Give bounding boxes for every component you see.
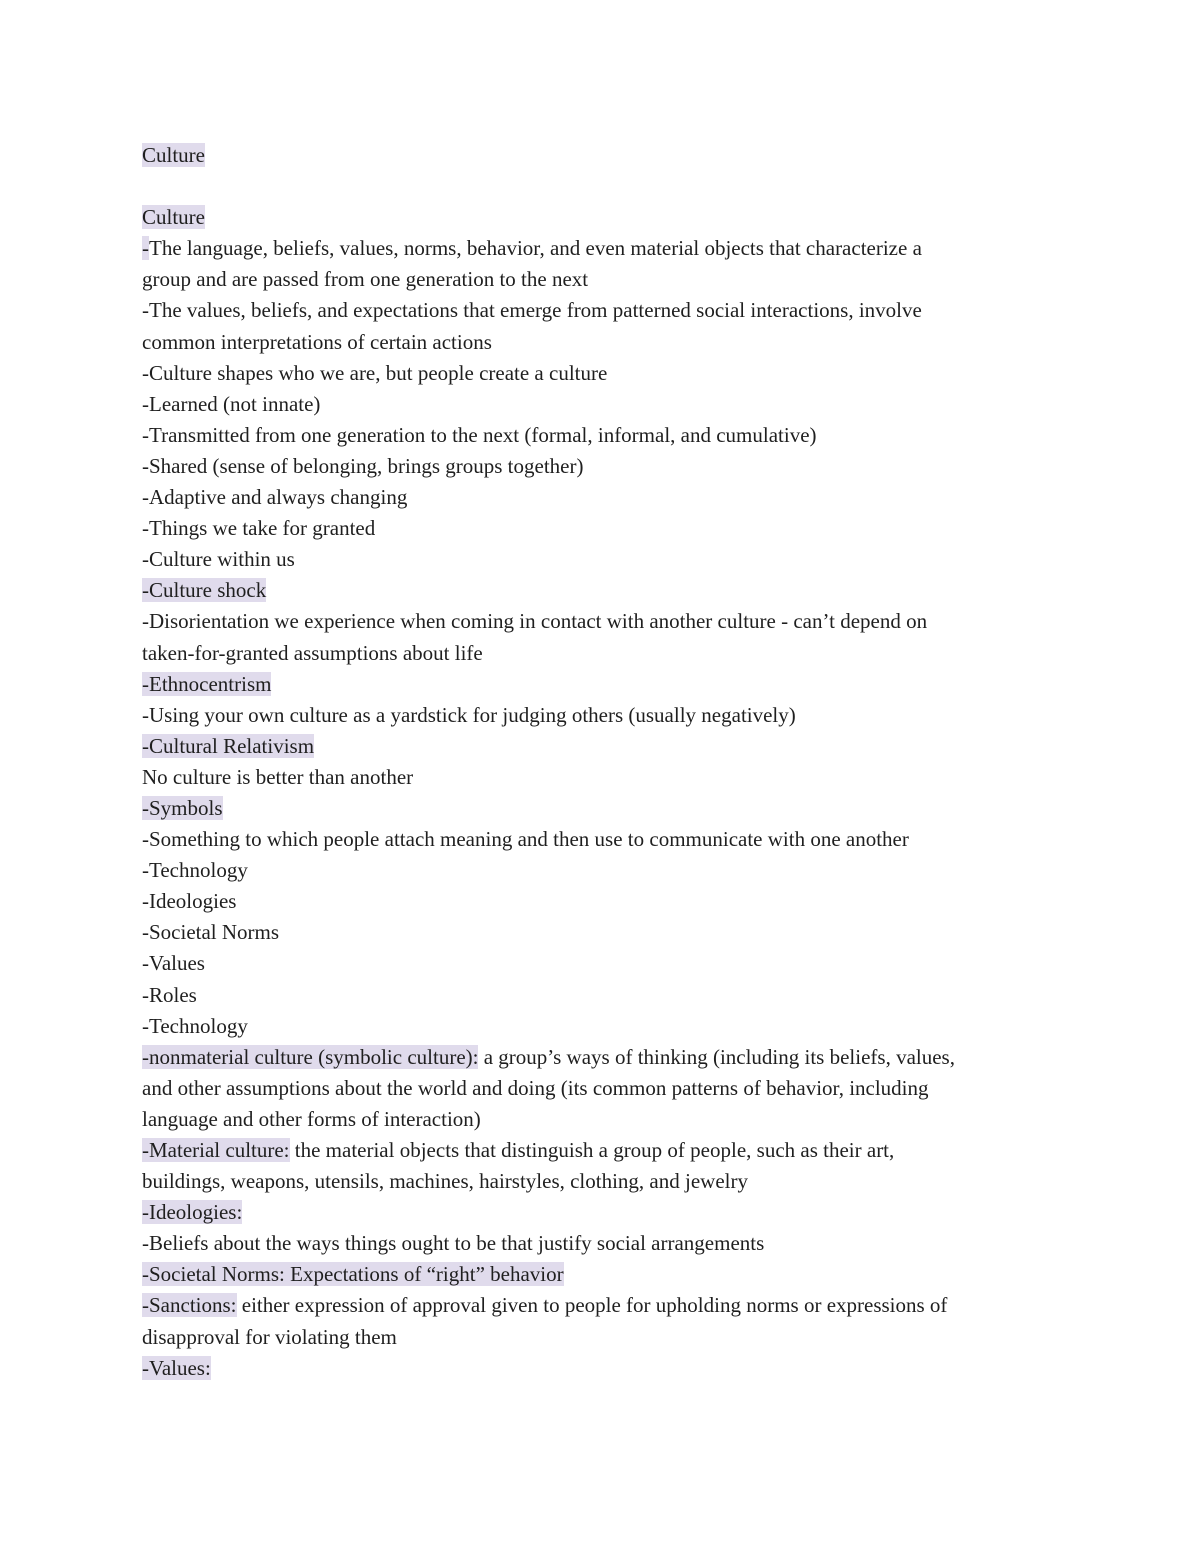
note-text: -Transmitted from one generation to the next (formal, informal, and cumulative)	[142, 422, 817, 447]
note-line	[142, 948, 1072, 979]
note-text: taken-for-granted assumptions about life	[142, 640, 483, 665]
note-line	[142, 1322, 1072, 1353]
note-line	[142, 420, 1072, 451]
notes-lines	[142, 202, 1072, 1384]
note-line	[142, 295, 1072, 326]
note-text: -Beliefs about the ways things ought to be that justify social arrangements	[142, 1231, 765, 1256]
note-text: -Learned (not innate)	[142, 391, 321, 416]
note-line	[142, 1073, 1072, 1104]
note-line	[142, 1011, 1072, 1042]
note-text: -Ideologies	[142, 889, 237, 914]
note-text: -Using your own culture as a yardstick for judging others (usually negatively)	[142, 702, 796, 727]
document-title: Culture	[142, 143, 205, 167]
highlighted-term: -Ideologies:	[142, 1200, 243, 1225]
note-line	[142, 513, 1072, 544]
highlighted-term: -Sanctions:	[142, 1293, 237, 1318]
note-line	[142, 731, 1072, 762]
note-line	[142, 638, 1072, 669]
note-text: -Societal Norms	[142, 920, 280, 945]
note-text: -Values	[142, 951, 205, 976]
note-line	[142, 358, 1072, 389]
highlighted-term: -Symbols	[142, 795, 223, 820]
note-line	[142, 233, 1072, 264]
note-line	[142, 980, 1072, 1011]
note-line	[142, 327, 1072, 358]
note-line	[142, 544, 1072, 575]
document-body	[142, 140, 1072, 1384]
highlighted-term: -Material culture:	[142, 1138, 290, 1162]
note-line	[142, 1353, 1072, 1384]
note-text: common interpretations of certain actions	[142, 329, 492, 354]
note-line	[142, 855, 1072, 886]
note-text: and other assumptions about the world and doing (its common patterns of behavior, including	[142, 1075, 929, 1100]
note-text: -Things we take for granted	[142, 516, 376, 541]
note-text: No culture is better than another	[142, 764, 414, 789]
note-line	[142, 917, 1072, 948]
note-line	[142, 451, 1072, 482]
note-line	[142, 482, 1072, 513]
document-title-line	[142, 140, 1072, 171]
note-text: either expression of approval given to people for upholding norms or expressions of	[236, 1293, 948, 1318]
note-text: -Disorientation we experience when coming in contact with another culture - can’t depend on	[142, 609, 928, 634]
note-text: -Something to which people attach meaning and then use to communicate with one another	[142, 827, 909, 852]
note-text: -Culture shapes who we are, but people create a culture	[142, 360, 608, 385]
note-line	[142, 1228, 1072, 1259]
note-line	[142, 202, 1072, 233]
note-text: buildings, weapons, utensils, machines, hairstyles, clothing, and jewelry	[142, 1169, 748, 1194]
highlighted-term: -Societal Norms: Expectations of “right” behavior	[142, 1262, 564, 1287]
highlighted-term: -Values:	[142, 1355, 211, 1380]
note-text: -Technology	[142, 858, 248, 883]
highlighted-term: -Culture shock	[142, 578, 267, 603]
note-text: -Culture within us	[142, 547, 295, 572]
note-line	[142, 575, 1072, 606]
note-line	[142, 762, 1072, 793]
note-line	[142, 793, 1072, 824]
highlighted-term: -Ethnocentrism	[142, 671, 272, 696]
note-line	[142, 1042, 1072, 1073]
note-text: -The values, beliefs, and expectations that emerge from patterned social interactions, involve	[142, 298, 922, 323]
note-text: disapproval for violating them	[142, 1324, 397, 1349]
note-line	[142, 1259, 1072, 1290]
highlighted-term: -nonmaterial culture (symbolic culture):	[142, 1044, 479, 1069]
highlighted-term: -	[142, 236, 149, 261]
note-line	[142, 264, 1072, 295]
note-line	[142, 886, 1072, 917]
note-line	[142, 389, 1072, 420]
note-text: the material objects that distinguish a group of people, such as their art,	[289, 1138, 895, 1162]
note-text: group and are passed from one generation to the next	[142, 267, 589, 292]
note-text: -Technology	[142, 1013, 248, 1038]
note-line	[142, 1197, 1072, 1228]
note-line	[142, 824, 1072, 855]
note-line	[142, 1104, 1072, 1135]
highlighted-term: Culture	[142, 205, 205, 230]
note-text: -Adaptive and always changing	[142, 485, 408, 510]
note-line	[142, 669, 1072, 700]
note-text: -Shared (sense of belonging, brings groups together)	[142, 453, 584, 478]
note-text: The language, beliefs, values, norms, behavior, and even material objects that characterize a	[149, 236, 922, 261]
note-text: -Roles	[142, 982, 197, 1007]
note-line	[142, 1135, 1072, 1166]
blank-line	[142, 171, 1072, 202]
highlighted-term: -Cultural Relativism	[142, 733, 315, 758]
note-line	[142, 1166, 1072, 1197]
note-line	[142, 606, 1072, 637]
note-text: language and other forms of interaction)	[142, 1106, 481, 1131]
note-text: a group’s ways of thinking (including its beliefs, values,	[478, 1044, 955, 1069]
note-line	[142, 700, 1072, 731]
note-line	[142, 1290, 1072, 1321]
